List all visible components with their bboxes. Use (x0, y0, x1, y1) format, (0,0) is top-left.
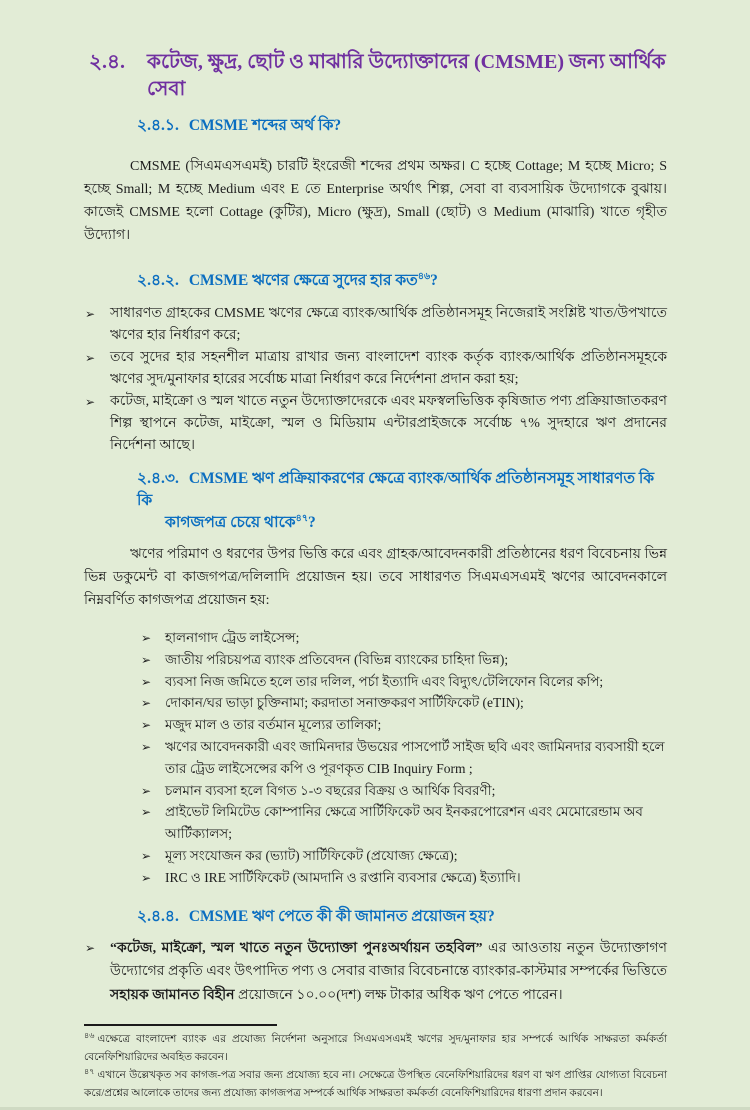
heading-2-4-2 (137, 270, 667, 292)
heading-suffix: ? (430, 272, 438, 289)
page-title (89, 49, 667, 103)
footnote-separator (84, 1024, 277, 1026)
list-item-text: মজুদ মাল ও তার বর্তমান মূল্যের তালিকা; (165, 717, 382, 733)
list-item-text: IRC ও IRE সার্টিফিকেট (আমদানি ও রপ্তানি ব্যবসার ক্ষেত্রে) ইত্যাদি। (165, 869, 521, 885)
arrow-bullet-icon: ➢ (85, 395, 96, 409)
paragraph-cmsme-meaning: CMSME (সিএমএসএমই) চারটি ইংরেজী শব্দের প্রথম অক্ষর। C হচ্ছে Cottage; M হচ্ছে Micro; S হচ্ছে Small; M হচ্ছে Medium এবং E তে Enterprise অর্থাৎ শিল্প, সেবা বা ব্যবসায়িক উদ্যোগকে বুঝায়। কাজেই CMSME হলো Cottage (কুটির), Micro (ক্ষুদ্র), Small (ছোট) ও Medium (মাঝারি) খাতে গৃহীত উদ্যোগ। (84, 159, 667, 243)
list-item (140, 649, 667, 671)
list-item-text: তবে সুদের হার সহনশীল মাত্রায় রাখার জন্য বাংলাদেশ ব্যাংক কর্তৃক ব্যাংক/আর্থিক প্রতিষ্ঠানসমূহকে ঋণের সুদ/মুনাফার হারের সর্বোচ্চ মাত্রা নির্ধারণ করে নির্দেশনা প্রদান করা হয়; (110, 350, 667, 387)
heading-number: ২.৪.৪. (137, 907, 179, 925)
paragraph-required-documents-intro: ঋণের পরিমাণ ও ধরণের উপর ভিত্তি করে এবং গ্রাহক/আবেদনকারী প্রতিষ্ঠানের ধরণ বিবেচনায় ভিন্ন ভিন্ন ডকুমেন্ট বা কাজগপত্র/দলিলাদি প্রয়োজন হয়। তবে সাধারণত সিএমএসএমই ঋণের আবেদনকালে নিম্নবর্ণিত কাগজপত্র প্রয়োজন হয়: (84, 547, 667, 608)
list-item-text: সাধারণত গ্রাহকের CMSME ঋণের ক্ষেত্রে ব্যাংক/আর্থিক প্রতিষ্ঠানসমূহ নিজেরাই সংশ্লিষ্ট খাত/উপখাতে ঋণের হার নির্ধারণ করে; (110, 306, 667, 343)
documents-checklist (140, 627, 667, 889)
arrow-bullet-icon: ➢ (141, 674, 152, 689)
footnote-number: ৪৭ (84, 1066, 95, 1076)
list-item (140, 627, 667, 649)
arrow-bullet-icon: ➢ (141, 652, 152, 667)
arrow-bullet-icon: ➢ (85, 940, 96, 955)
interest-rate-bullet-list (84, 303, 667, 457)
heading-text-line1: CMSME ঋণ প্রক্রিয়াকরণের ক্ষেত্রে ব্যাংক/আর্থিক প্রতিষ্ঠানসমূহ সাধারণত কি কি (137, 470, 655, 509)
list-item-text: চলমান ব্যবসা হলে বিগত ১-৩ বছরের বিক্রয় ও আর্থিক বিবরণী; (165, 782, 496, 798)
list-item-text: মূল্য সংযোজন কর (ভ্যাট) সার্টিফিকেট (প্রযোজ্য ক্ষেত্রে); (165, 847, 458, 863)
document-page (0, 49, 750, 1110)
arrow-bullet-icon: ➢ (141, 718, 152, 733)
heading-text: CMSME ঋণ পেতে কী কী জামানত প্রয়োজন হয়? (188, 907, 495, 925)
list-item-text: এর আওতায় নতুন উদ্যোক্তাগণ উদ্যোগের প্রকৃতি এবং উৎপাদিত পণ্য ও সেবার বাজার বিবেচনান্তে ব্যাংকার-কাস্টমার সম্পর্কের ভিত্তিতে (110, 940, 667, 980)
footnote-number: ৪৬ (84, 1030, 95, 1040)
list-item-bold-phrase: সহায়ক জামানত বিহীন (110, 987, 235, 1003)
arrow-bullet-icon: ➢ (85, 351, 96, 365)
list-item-text: প্রাইভেট লিমিটেড কোম্পানির ক্ষেত্রে সার্টিফিকেট অব ইনকরপোরেশন এবং মেমোরেন্ডাম অব আর্টিক্যালস; (165, 804, 643, 842)
heading-number: ২.৪.২. (137, 272, 179, 289)
list-item (84, 937, 667, 1008)
footnote-46 (84, 1031, 667, 1067)
list-item (84, 391, 667, 457)
list-item-bold-lead: “কটেজ, মাইক্রো, স্মল খাতে নতুন উদ্যোক্তা পুনঃঅর্থায়ন তহবিল” (110, 940, 483, 956)
arrow-bullet-icon: ➢ (141, 696, 152, 711)
footnote-text: এখানে উল্লেখকৃত সব কাগজ-পত্র সবার জন্য প্রযোজ্য হবে না। সেক্ষেত্রে উপস্থিত বেনেফিশিয়ারিদের ধরণ বা ঋণ প্রাপ্তির যোগ্যতা বিবেচনা করে/প্রশ্নের আলোকে তাদের জন্য প্রযোজ্য কাগজপত্র সম্পর্কে আর্থিক সাক্ষরতা কর্মকর্তা বেনেফিশিয়ারিদের ধারণা প্রদান করবেন। (84, 1070, 667, 1100)
heading-text-line2: কাগজপত্র চেয়ে থাকে$^{৪৭}$? (165, 513, 316, 531)
arrow-bullet-icon: ➢ (141, 783, 152, 798)
list-item (84, 303, 667, 347)
footnote-ref-46: ৪৬ (417, 271, 431, 282)
footnote-47 (84, 1067, 667, 1103)
footnote-ref-47: ৪৭ (295, 513, 308, 524)
list-item (140, 845, 667, 867)
list-item-text: জাতীয় পরিচয়পত্র ব্যাংক প্রতিবেদন (বিভিন্ন ব্যাংকের চাহিদা ভিন্ন); (165, 651, 509, 667)
heading-text: CMSME শব্দের অর্থ কি? (188, 117, 342, 134)
heading-2-4-1 (137, 115, 667, 137)
heading-2-4-4 (137, 906, 667, 928)
heading-number: ২.৪.৩. (137, 470, 179, 487)
heading-text: CMSME ঋণের ক্ষেত্রে সুদের হার কত (188, 272, 418, 289)
list-item-text: প্রয়োজনে ১০.০০(দশ) লক্ষ টাকার অধিক ঋণ পেতে পারেন। (234, 987, 563, 1003)
list-item-text: ঋণের আবেদনকারী এবং জামিনদার উভয়ের পাসপোর্ট সাইজ ছবি এবং জামিনদার ব্যবসায়ী হলে তার ট্রেড লাইসেন্সের কপি ও পূরণকৃত CIB Inquiry Form ; (165, 738, 665, 776)
list-item (140, 780, 667, 802)
list-item (140, 736, 667, 780)
heading-suffix: ? (308, 514, 316, 531)
list-item (84, 347, 667, 391)
list-item (140, 692, 667, 714)
arrow-bullet-icon: ➢ (141, 848, 152, 863)
list-item (140, 714, 667, 736)
arrow-bullet-icon: ➢ (141, 631, 152, 645)
section-number: ২.৪. (89, 51, 125, 73)
arrow-bullet-icon: ➢ (85, 307, 96, 321)
list-item (140, 801, 667, 845)
heading-number: ২.৪.১. (137, 117, 179, 134)
list-item-text: দোকান/ঘর ভাড়া চুক্তিনামা; করদাতা সনাক্তকরণ সার্টিফিকেট (eTIN); (165, 695, 524, 711)
page-title-text: কটেজ, ক্ষুদ্র, ছোট ও মাঝারি উদ্যোক্তাদের (CMSME) জন্য আর্থিক সেবা (147, 51, 666, 100)
heading-2-4-3 (137, 468, 667, 534)
list-item-text: হালনাগাদ ট্রেড লাইসেন্স; (165, 630, 300, 645)
footnote-area (84, 1024, 667, 1103)
arrow-bullet-icon: ➢ (141, 870, 152, 885)
list-item (140, 671, 667, 693)
arrow-bullet-icon: ➢ (141, 739, 152, 754)
arrow-bullet-icon: ➢ (141, 805, 152, 820)
list-item-text: ব্যবসা নিজ জমিতে হলে তার দলিল, পর্চা ইত্যাদি এবং বিদ্যুৎ/টেলিফোন বিলের কপি; (165, 673, 604, 689)
footnote-text: এক্ষেত্রে বাংলাদেশ ব্যাংক এর প্রযোজ্য নির্দেশনা অনুসারে সিএমএসএমই ঋণের সুদ/মুনাফার হার সম্পর্কে আর্থিক সাক্ষরতা কর্মকর্তা বেনেফিশিয়ারিদের অবহিত করবেন। (84, 1034, 667, 1064)
list-item (140, 867, 667, 889)
collateral-bullet-list (84, 937, 667, 1008)
list-item-text: কটেজ, মাইক্রো ও স্মল খাতে নতুন উদ্যোক্তাদেরকে এবং মফস্বলভিত্তিক কৃষিজাত পণ্য প্রক্রিয়াজাতকরণ শিল্প স্থাপনে কটেজ, মাইক্রো, স্মল ও মিডিয়াম এন্টারপ্রাইজকে সর্বোচ্চ ৭% সুদহারে ঋণ প্রদানের নির্দেশনা আছে। (110, 394, 667, 453)
